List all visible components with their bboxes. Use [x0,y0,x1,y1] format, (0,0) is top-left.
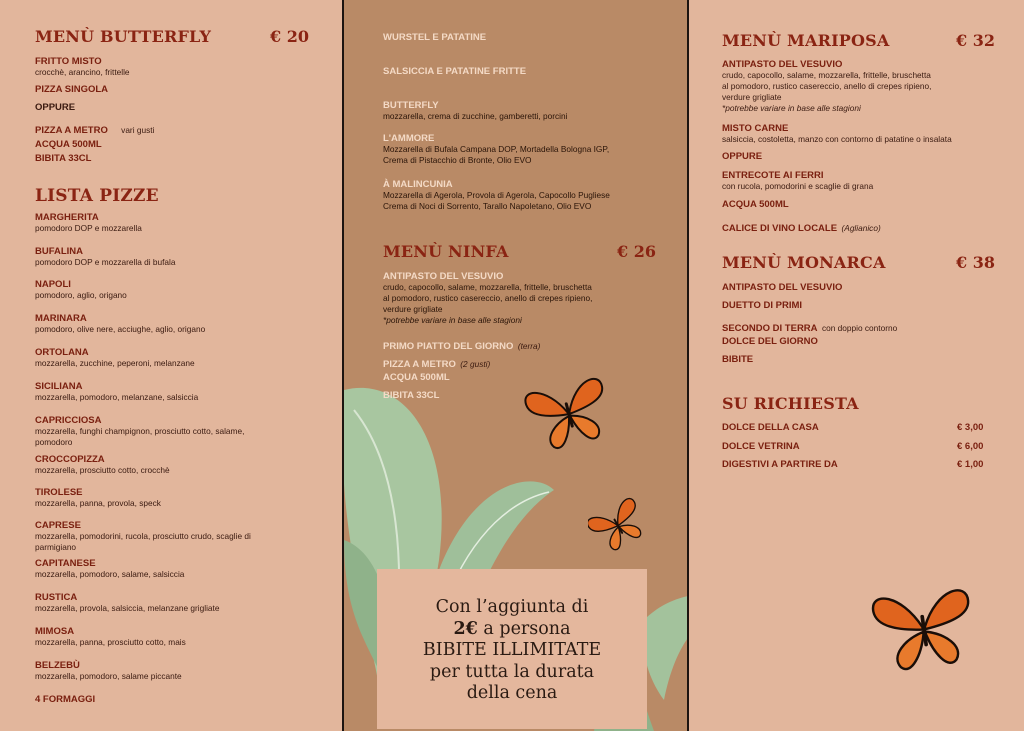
menu-item: ACQUA 500ML [383,372,450,383]
lista-pizze-title: LISTA PIZZE [35,186,159,206]
promo-line: della cena [466,683,558,703]
menu-item: L'AMMORE Mozzarella di Bufala Campana DOP, Mortadella Bologna IGP, Crema di Pistacchio di Bronte, Olio EVO [383,133,610,165]
menu-item: ACQUA 500ML [35,139,102,150]
right-panel [689,0,1024,731]
pizza-item: CAPITANESE mozzarella, pomodoro, salame, salsiccia [35,558,185,579]
menu-item: BIBITA 33CL [35,153,92,164]
menu-item: FRITTO MISTO crocchè, arancino, frittelle [35,56,130,77]
menu-item: DOLCE VETRINA [722,441,800,452]
menu-ninfa-price: € 26 [617,242,656,261]
menu-item: SECONDO DI TERRA con doppio contorno [722,323,898,334]
pizza-item: CAPRESE mozzarella, pomodorini, rucola, prosciutto crudo, scaglie di parmigiano [35,520,251,552]
pizza-item: MIMOSA mozzarella, panna, prosciutto cotto, mais [35,626,186,647]
pizza-item: BELZEBÙ mozzarella, pomodoro, salame piccante [35,660,182,681]
menu-item: MISTO CARNE salsiccia, costoletta, manzo con contorno di patatine o insalata [722,123,952,144]
promo-box [377,569,647,729]
menu-item: OPPURE [722,151,763,162]
menu-item: DIGESTIVI A PARTIRE DA [722,459,838,470]
pizza-item: BUFALINA pomodoro DOP e mozzarella di bufala [35,246,176,267]
menu-mariposa-title: MENÙ MARIPOSA [722,31,890,50]
su-richiesta-title: SU RICHIESTA [722,394,859,413]
item-price: € 3,00 [957,422,984,433]
menu-monarca-title: MENÙ MONARCA [722,253,886,272]
promo-line: per tutta la durata [429,661,595,682]
butterfly-icon [588,495,648,557]
pizza-item: ORTOLANA mozzarella, zucchine, peperoni, melanzane [35,347,195,368]
menu-item: PIZZA SINGOLA [35,84,109,95]
pizza-item: MARINARA pomodoro, olive nere, acciughe, aglio, origano [35,313,206,334]
pizza-item: RUSTICA mozzarella, provola, salsiccia, melanzane grigliate [35,592,220,613]
item-price: € 1,00 [957,459,984,470]
promo-line: Con l’aggiunta di [435,597,589,617]
menu-item: ANTIPASTO DEL VESUVIO crudo, capocollo, salame, mozzarella, frittelle, bruschetta al pomodoro, rustico casereccio, anello di crepes ripieno, verdure grigliate *potrebbe variare in base alle stagioni [722,59,932,113]
menu-item: PIZZA A METRO vari gusti [35,125,155,136]
menu-item: ANTIPASTO DEL VESUVIO [722,282,843,293]
menu-item: PIZZA A METRO (2 gusti) [383,359,491,370]
menu-item: ACQUA 500ML [722,199,789,210]
menu-ninfa-title: MENÙ NINFA [383,242,509,261]
menu-item: À MALINCUNIA Mozzarella di Agerola, Provola di Agerola, Capocollo Pugliese Crema di Noci di Sorrento, Tarallo Napoletano, Olio EVO [383,179,610,211]
promo-line: 2€ a persona [453,618,571,639]
pizza-item: CROCCOPIZZA mozzarella, prosciutto cotto, crocchè [35,454,170,475]
butterfly-icon [524,372,614,457]
butterfly-icon [869,578,979,682]
menu-item: DOLCE DELLA CASA [722,422,819,433]
item-price: € 6,00 [957,441,984,452]
menu-item: DOLCE DEL GIORNO [722,336,818,347]
menu-item: BUTTERFLY mozzarella, crema di zucchine, gamberetti, porcini [383,100,568,121]
menu-butterfly-title: MENÙ BUTTERFLY [35,27,212,46]
menu-item: WURSTEL E PATATINE [383,32,487,43]
menu-item: ANTIPASTO DEL VESUVIO crudo, capocollo, salame, mozzarella, frittelle, bruschetta al pomodoro, rustico casereccio, anello di crepes ripieno, verdure grigliate *potrebbe variare in base alle stagioni [383,271,593,325]
menu-item: OPPURE [35,102,76,113]
menu-item: SALSICCIA E PATATINE FRITTE [383,66,527,77]
pizza-item: CAPRICCIOSA mozzarella, funghi champignon, prosciutto cotto, salame, pomodoro [35,415,245,447]
menu-butterfly-price: € 20 [270,27,309,46]
pizza-item: TIROLESE mozzarella, panna, provola, speck [35,487,161,508]
left-panel [0,0,342,731]
menu-item: BIBITE [722,354,754,365]
pizza-item: 4 FORMAGGI [35,694,96,705]
menu-mariposa-price: € 32 [956,31,995,50]
menu-item: ENTRECOTE AI FERRI con rucola, pomodorini e scaglie di grana [722,170,874,191]
menu-item: PRIMO PIATTO DEL GIORNO (terra) [383,341,541,352]
menu-item: BIBITA 33CL [383,390,440,401]
pizza-item: NAPOLI pomodoro, aglio, origano [35,279,127,300]
pizza-item: SICILIANA mozzarella, pomodoro, melanzane, salsiccia [35,381,199,402]
menu-item: DUETTO DI PRIMI [722,300,803,311]
menu-item: CALICE DI VINO LOCALE (Aglianico) [722,223,881,234]
promo-line: BIBITE ILLIMITATE [422,640,602,660]
pizza-item: MARGHERITA pomodoro DOP e mozzarella [35,212,142,233]
menu-monarca-price: € 38 [956,253,995,272]
